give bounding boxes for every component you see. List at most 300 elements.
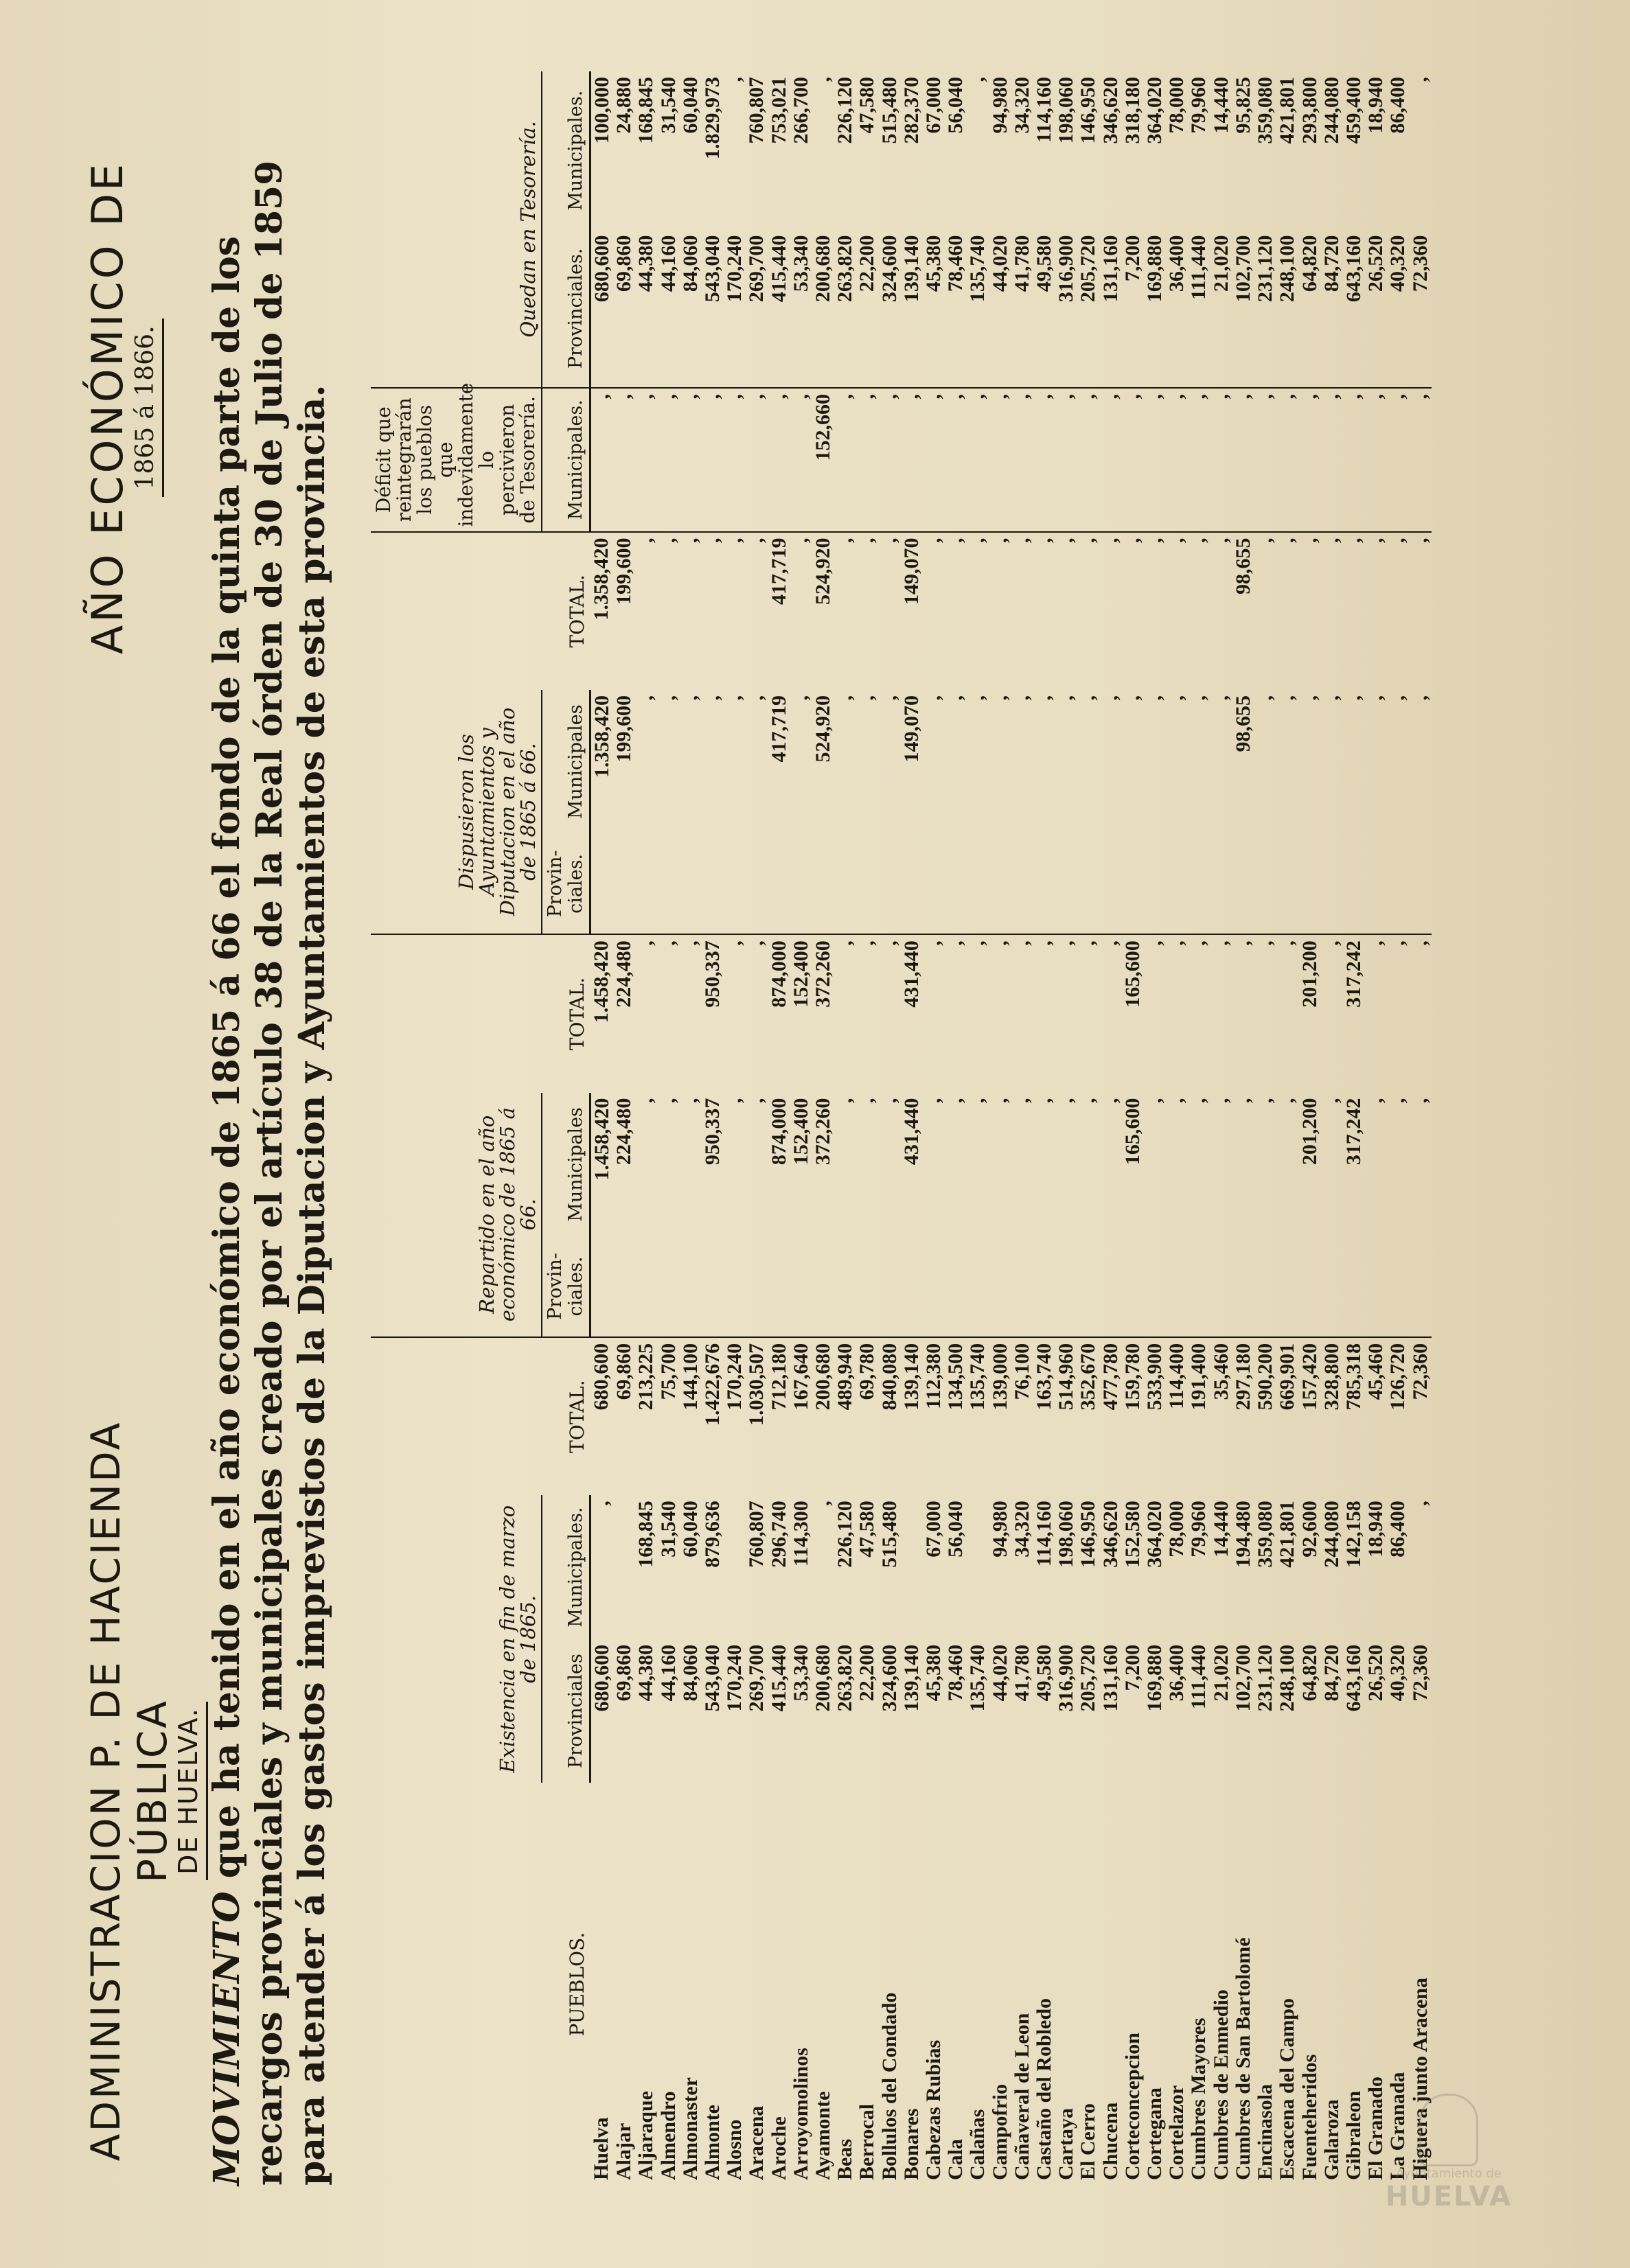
cell-et: 489,940 [834,1343,857,1411]
cell-em: 56,040 [944,1501,967,1558]
cell-fm: , [680,388,702,532]
cell-rp [1210,1236,1232,1337]
table-row [1410,71,1432,2186]
cell-fm: , [1321,388,1343,532]
cell-ep: 200,680 [812,1644,835,1712]
cell-fm: , [967,388,989,532]
cell-et: 1.030,507 [745,1343,768,1426]
cell-et: 297,180 [1231,1343,1254,1411]
pueblo-name: El Granado [1364,2076,1388,2180]
cell-et: 76,100 [1010,1343,1033,1400]
pueblo-name: Aroche [767,2116,790,2180]
cell-qm: 56,040 [944,77,967,134]
cell-qp: 415,440 [768,230,790,388]
cell-dt: , [1342,537,1365,544]
cell-qm: 86,400 [1386,77,1410,134]
cell-em: 114,300 [789,1501,812,1567]
cell-rp [967,1236,989,1337]
cell-rm: , [988,1098,1011,1104]
cell-rm: 201,200 [1298,1098,1321,1166]
cell-ep: 53,340 [789,1644,812,1702]
cell-em: 34,320 [1010,1501,1033,1558]
cell-rm: 224,480 [612,1098,636,1166]
cell-em: , [1408,1501,1432,1506]
cell-dp [746,834,768,935]
cell-qm: 266,700 [789,77,812,144]
cell-rm: 431,440 [899,1098,923,1166]
cell-rp [768,1236,790,1337]
cell-rp [680,1236,702,1337]
cell-em: 152,580 [1121,1501,1144,1568]
cell-dp [1276,834,1298,935]
table-row [1188,71,1210,2186]
cell-ep: 316,900 [1055,1644,1078,1712]
cell-rm: , [966,1098,989,1104]
cell-et: 200,680 [812,1343,835,1411]
table-row [1321,71,1343,2186]
cell-ep: 131,160 [1099,1644,1122,1712]
cell-fm: , [1011,388,1033,532]
cell-qm: 14,440 [1209,77,1232,134]
table-row [901,71,923,2186]
cell-dp [923,834,945,935]
cell-qp: 45,380 [923,230,945,388]
cell-ep: 84,060 [678,1644,702,1702]
cell-et: 69,860 [612,1343,636,1400]
cell-qm: 198,060 [1055,77,1078,144]
watermark-line2: HUELVA [1385,2181,1513,2212]
cell-qm: 47,580 [856,77,879,134]
cell-qp: 7,200 [1122,230,1144,388]
cell-em [967,1495,989,1639]
pueblo-name: Berrocal [856,2103,879,2180]
cell-qm: 67,000 [922,77,945,134]
cell-em: 359,080 [1254,1501,1277,1568]
table-row [790,71,812,2186]
cell-rm: , [1254,1098,1277,1104]
cell-dt: , [922,537,945,544]
table-row [768,71,790,2186]
cell-qm: 146,950 [1077,77,1100,144]
table-row [1055,71,1077,2186]
cell-ep: 40,320 [1386,1644,1410,1702]
pueblo-name: Castaño del Robledo [1033,1998,1056,2180]
cell-rp [1343,1236,1365,1337]
cell-dp [1188,834,1210,935]
table-row [680,71,702,2186]
cell-dp [1387,834,1409,935]
cell-rp [1033,1236,1055,1337]
cell-em: 760,807 [745,1501,768,1568]
cell-qm: 60,040 [678,77,702,134]
cell-fm: , [790,388,812,532]
cell-em: 146,950 [1077,1501,1100,1568]
cell-ep: 543,040 [701,1644,724,1712]
page-header [82,71,203,2186]
cell-dp [635,834,657,935]
cell-dt: , [634,537,658,544]
cell-rt: 874,000 [767,940,790,1008]
cell-dp [1166,834,1188,935]
cell-dm: , [1254,695,1277,701]
cell-et: 139,000 [988,1343,1011,1411]
cell-dm: , [1298,695,1321,701]
pueblo-name: Aracena [745,2105,768,2180]
cell-fm: , [901,388,923,532]
pueblo-name: Aljaraque [634,2091,658,2180]
cell-qp: 680,600 [590,230,614,388]
cell-em: 60,040 [678,1501,702,1558]
table-row [1011,71,1033,2186]
col-total-dispusieron: TOTAL. [565,575,588,648]
cell-rt: , [1077,940,1100,946]
cell-qp: 21,020 [1210,230,1232,388]
pueblo-name: Beas [834,2139,857,2180]
cell-dt: , [656,537,680,544]
cell-dm: 417,719 [767,695,790,763]
cell-dp [989,834,1011,935]
cell-et: 159,780 [1121,1343,1144,1411]
pueblo-name: Calañas [966,2109,989,2180]
cell-qm: 1.829,973 [701,77,724,159]
cell-fm: , [856,388,878,532]
cell-fm: , [1055,388,1077,532]
cell-ep: 44,160 [656,1644,680,1702]
cell-rt: 224,480 [612,940,636,1008]
cell-em: 67,000 [922,1501,945,1558]
cell-et: 170,240 [723,1343,746,1411]
cell-qp: 44,380 [635,230,657,388]
cell-rp [1321,1236,1343,1337]
cell-dt: , [1209,537,1232,544]
cell-et: 669,901 [1276,1343,1299,1411]
table-row [1033,71,1055,2186]
cell-dt: , [1364,537,1388,544]
cell-qp: 169,880 [1144,230,1166,388]
cell-ep: 44,020 [988,1644,1011,1702]
cell-ep: 45,380 [922,1644,945,1702]
pueblo-name: Cumbres Mayores [1187,2017,1210,2180]
cell-rm: 317,242 [1342,1098,1365,1166]
cell-dp [945,834,967,935]
cell-fm: , [1077,388,1099,532]
cell-qm: 78,000 [1165,77,1189,134]
cell-et: 35,460 [1209,1343,1232,1400]
cell-qp: 78,460 [945,230,967,388]
cell-rt: , [1408,940,1432,946]
cell-rm: , [1099,1098,1122,1104]
cell-qp: 44,160 [658,230,680,388]
cell-et: 135,740 [966,1343,989,1411]
cell-rm: , [856,1098,879,1104]
cell-ep: 36,400 [1165,1644,1189,1702]
cell-ep: 21,020 [1209,1644,1232,1702]
col-group-quedan: Quedan en Tesorería. [371,71,542,388]
movement-table [371,71,1432,2186]
cell-dt: , [1320,537,1343,544]
cell-rt: , [944,940,967,946]
table-row [1122,71,1144,2186]
cell-qp: 316,900 [1055,230,1077,388]
table-row [613,71,635,2186]
cell-ep: 26,520 [1364,1644,1388,1702]
cell-fm: , [613,388,635,532]
cell-dt: , [834,537,857,544]
cell-em: 94,980 [988,1501,1011,1558]
cell-fm: , [658,388,680,532]
cell-dp [1077,834,1099,935]
pueblo-name: Fuenteheridos [1298,2054,1321,2180]
cell-em: 198,060 [1055,1501,1078,1568]
cell-em: 86,400 [1386,1501,1410,1558]
cell-ep: 64,820 [1298,1644,1321,1702]
col-group-dispusieron: Dispusieron los Ayuntamientos y Diputacion en el año de 1865 á 66. [371,690,542,934]
cell-qp: 139,140 [901,230,923,388]
cell-dp [680,834,702,935]
table-row [702,71,724,2186]
cell-rm: , [1033,1098,1056,1104]
cell-rp [635,1236,657,1337]
cell-dm: 98,655 [1231,695,1254,752]
cell-qp: 200,680 [812,230,834,388]
cell-em: 18,940 [1364,1501,1388,1558]
cell-dt: 1.358,420 [590,537,613,621]
cell-rp [1276,1236,1298,1337]
cell-et: 840,080 [877,1343,901,1411]
cell-dp [613,834,635,935]
cell-qm: 244,080 [1320,77,1343,144]
cell-fm: , [1144,388,1166,532]
cell-qp: 231,120 [1254,230,1276,388]
cell-rt: 431,440 [899,940,923,1008]
pueblo-name: Ayamonte [812,2091,835,2180]
year-heading [82,99,164,717]
cell-ep: 41,780 [1010,1644,1033,1702]
cell-dt: , [1055,537,1078,544]
table-row [1254,71,1276,2186]
cell-dm: 1.358,420 [590,695,613,778]
cell-dt: 98,655 [1231,537,1254,595]
cell-qm: 94,980 [988,77,1011,134]
table-row [1365,71,1387,2186]
cell-fm: , [724,388,746,532]
cell-qm: 100,000 [590,77,613,144]
cell-rp [812,1236,834,1337]
cell-dt: , [701,537,724,544]
office-place: DE HUELVA. [173,1707,203,1875]
table-row [1387,71,1409,2186]
pueblo-name: Cortegana [1143,2087,1167,2180]
cell-dp [967,834,989,935]
cell-qm: 114,160 [1033,77,1056,143]
cell-et: 157,420 [1298,1343,1321,1411]
table-body [590,71,1432,2186]
cell-fm: , [879,388,901,532]
col-total-repartido: TOTAL. [565,977,588,1051]
cell-dt: , [723,537,746,544]
cell-dm: , [745,695,768,701]
cell-rm: , [1386,1098,1410,1104]
cell-et: 477,780 [1099,1343,1122,1411]
cell-qp: 26,520 [1365,230,1387,388]
pueblo-name: Gibraleon [1342,2090,1365,2180]
cell-dp [724,834,746,935]
cell-fm: 152,660 [812,388,834,532]
cell-ep: 643,160 [1342,1644,1365,1712]
cell-em: 244,080 [1320,1501,1343,1568]
cell-qp: 543,040 [702,230,724,388]
cell-dm: , [944,695,967,701]
col-repartido-municipales: Municipales [542,1093,590,1237]
cell-em [901,1495,923,1639]
cell-rp [901,1236,923,1337]
cell-dm: , [656,695,680,701]
cell-dp [1210,834,1232,935]
cell-ep: 22,200 [856,1644,879,1702]
cell-rm: , [1276,1098,1299,1104]
cell-fm: , [746,388,768,532]
cell-rt: , [966,940,989,946]
cell-et: 191,400 [1187,1343,1210,1411]
cell-dt: , [1187,537,1210,544]
cell-em: 346,620 [1099,1501,1122,1568]
cell-rt: , [656,940,680,946]
cell-qm: 79,960 [1187,77,1210,134]
cell-dp [1033,834,1055,935]
cell-et: 45,460 [1364,1343,1388,1400]
cell-rp [879,1236,901,1337]
cell-ep: 248,100 [1276,1644,1299,1712]
cell-em: , [590,1501,613,1506]
cell-rt: , [988,940,1011,946]
cell-rt: , [1187,940,1210,946]
cell-qm: 318,180 [1121,77,1144,144]
cell-rt: 1.458,420 [590,940,613,1023]
cell-qp: 131,160 [1100,230,1122,388]
cell-dp [879,834,901,935]
table-row [1343,71,1365,2186]
cell-qm: 18,940 [1364,77,1388,134]
cell-qp: 72,360 [1410,230,1432,388]
cell-et: 144,100 [678,1343,702,1411]
cell-rm: , [1209,1098,1232,1104]
cell-em: 114,160 [1033,1501,1056,1567]
cell-rm: , [1408,1098,1432,1104]
cell-fm: , [989,388,1011,532]
cell-qp: 324,600 [879,230,901,388]
cell-et: 680,600 [590,1343,613,1411]
watermark-seal [1346,2094,1552,2217]
cell-dp [1299,834,1321,935]
cell-ep: 170,240 [723,1644,746,1712]
col-existencia-provinciales: Provinciales [542,1639,590,1783]
cell-rp [1188,1236,1210,1337]
cell-qp: 135,740 [967,230,989,388]
cell-ep: 44,380 [634,1644,658,1702]
cell-qp: 205,720 [1077,230,1099,388]
cell-ep: 324,600 [877,1644,901,1712]
cell-dm: , [1187,695,1210,701]
table-row [1299,71,1321,2186]
cell-qm: 753,021 [767,77,790,144]
cell-rm: , [944,1098,967,1104]
cell-fm: , [1299,388,1321,532]
table-row [967,71,989,2186]
col-total-existencia: TOTAL. [565,1380,588,1453]
cell-dm: , [678,695,702,701]
cell-rp [1299,1236,1321,1337]
cell-dm: , [1143,695,1167,701]
cell-rt: 201,200 [1298,940,1321,1008]
col-existencia-municipales: Municipales. [542,1495,590,1639]
cell-qm: , [1408,77,1432,82]
pueblo-name: Cañaveral de Leon [1010,2013,1033,2180]
col-group-deficit: Déficit que reintegrarán los pueblos que indevidamente lo percivieron de Tesorería. [371,388,542,532]
table-row [746,71,768,2186]
cell-dm: , [1342,695,1365,701]
cell-qm: , [723,77,746,82]
cell-em: 194,480 [1231,1501,1254,1568]
cell-rt: , [1143,940,1167,946]
cell-rm: 152,400 [789,1098,812,1166]
cell-rm: 950,337 [701,1098,724,1166]
cell-rt: , [1209,940,1232,946]
table-row [658,71,680,2186]
cell-qm: 226,120 [834,77,857,144]
cell-dt: , [1099,537,1122,544]
cell-qp: 84,060 [680,230,702,388]
cell-rm: , [1010,1098,1033,1104]
cell-qm: 760,807 [745,77,768,144]
cell-rt: , [1055,940,1078,946]
cell-et: 590,200 [1254,1343,1277,1411]
pueblo-name: Cumbres de Enmedio [1209,1989,1232,2180]
pueblo-name: Bollulos del Condado [877,1992,901,2180]
cell-dp [1321,834,1343,935]
cell-dm: , [834,695,857,701]
cell-qm: 421,801 [1276,77,1299,144]
cell-dt: , [856,537,879,544]
cell-dt: , [1010,537,1033,544]
cell-em: 515,480 [877,1501,901,1568]
cell-ep: 139,140 [899,1644,923,1712]
table-row [856,71,878,2186]
cell-rm: 1.458,420 [590,1098,613,1181]
cell-qp: 22,200 [856,230,878,388]
cell-rt: , [723,940,746,946]
cell-em [613,1495,635,1639]
cell-rt: , [1010,940,1033,946]
cell-qp: 643,160 [1343,230,1365,388]
pueblo-name: La Granada [1386,2072,1410,2180]
cell-qp: 40,320 [1387,230,1409,388]
cell-rp [1387,1236,1409,1337]
cell-ep: 111,440 [1187,1644,1210,1710]
cell-fm: , [1033,388,1055,532]
cell-dm: , [1077,695,1100,701]
cell-dp [790,834,812,935]
cell-rt: , [834,940,857,946]
cell-qp: 102,700 [1232,230,1254,388]
cell-dt: , [877,537,901,544]
table-row [1210,71,1232,2186]
cell-rt: , [922,940,945,946]
cell-dm: , [1209,695,1232,701]
year-label: AÑO ECONÓMICO DE [82,161,133,655]
cell-dm: , [1408,695,1432,701]
col-pueblos: PUEBLOS. [565,1932,588,2037]
cell-rm: 165,600 [1121,1098,1144,1166]
